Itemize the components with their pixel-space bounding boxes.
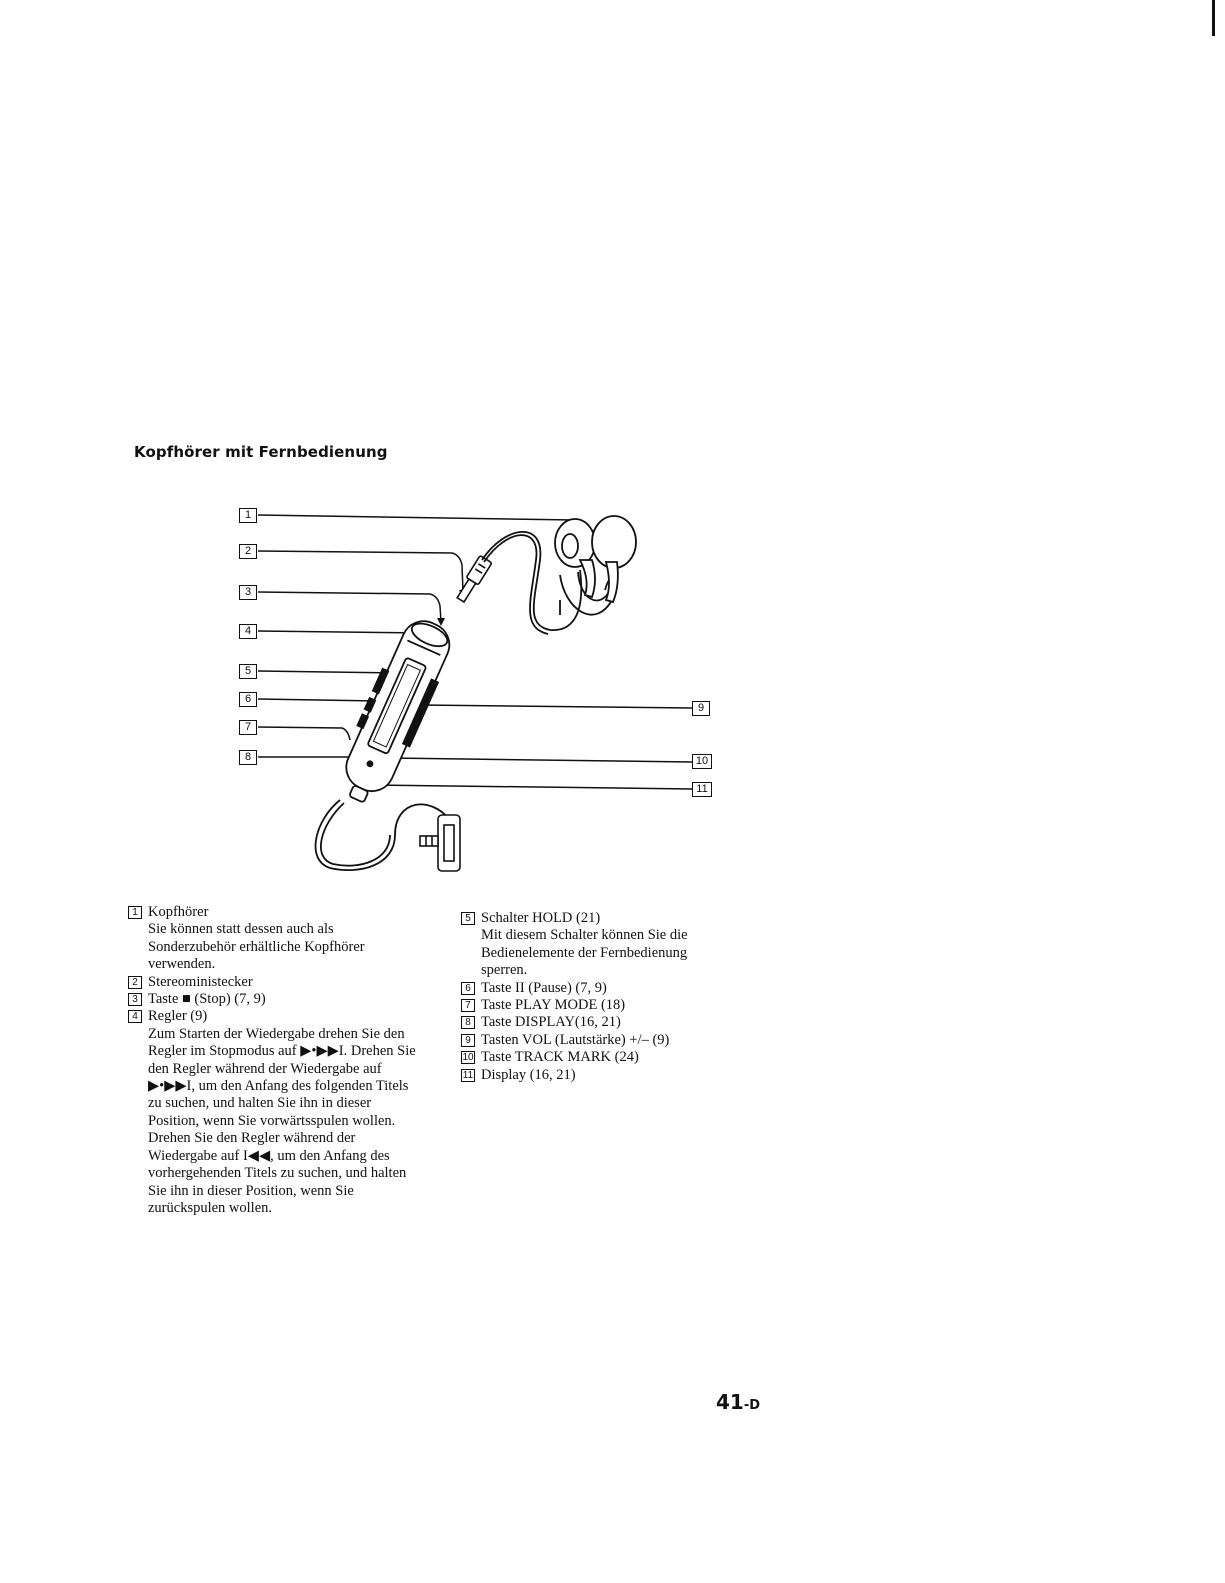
item-label: Tasten VOL (Lautstärke) +/– (9): [481, 1031, 670, 1048]
list-item: [461, 980, 731, 997]
list-item: [461, 910, 731, 980]
item-label: Taste ■ (Stop) (7, 9): [148, 991, 266, 1008]
callout-8: 8: [239, 750, 257, 765]
list-item: [461, 1032, 731, 1049]
callout-4: 4: [239, 624, 257, 639]
callout-5: 5: [239, 664, 257, 679]
leader-line-11: [375, 785, 692, 789]
remote-control-body: [330, 612, 459, 810]
callout-3: 3: [239, 585, 257, 600]
item-number: 9: [461, 1034, 475, 1047]
item-label: Taste II (Pause) (7, 9): [481, 979, 607, 996]
leader-line-9: [420, 705, 692, 708]
description-column-left: [128, 904, 418, 1217]
list-item: [128, 1008, 418, 1217]
item-number: 4: [128, 1010, 142, 1023]
callout-9: 9: [692, 701, 710, 716]
earbuds: [555, 516, 636, 602]
item-number: 11: [462, 1069, 474, 1081]
callout-7: 7: [239, 720, 257, 735]
list-item: [128, 904, 418, 974]
list-item: [461, 1049, 731, 1066]
leader-line-2: [258, 551, 463, 592]
page-number: [716, 1390, 760, 1414]
item-number: 2: [128, 976, 142, 989]
page-number-value: 41: [716, 1390, 744, 1414]
list-item: [461, 1067, 731, 1084]
leader-line-4: [258, 631, 428, 633]
item-label: Kopfhörer: [148, 904, 209, 920]
leader-line-5: [258, 671, 398, 673]
item-number: 6: [461, 982, 475, 995]
callout-10: 10: [692, 754, 712, 769]
item-description: Sie können statt dessen auch als Sonderzubehör erhältliche Kopfhörer verwenden.: [148, 921, 365, 973]
item-label: Display (16, 21): [481, 1066, 576, 1083]
section-title: Kopfhörer mit Fernbedienung: [134, 443, 388, 461]
item-label: Taste PLAY MODE (18): [481, 997, 626, 1014]
item-label: Regler (9): [148, 1008, 208, 1025]
item-number: 5: [461, 912, 475, 925]
leader-line-6: [258, 699, 378, 701]
item-number: 3: [128, 993, 142, 1006]
leader-line-10: [390, 758, 692, 762]
list-item: [461, 1014, 731, 1031]
item-label: Schalter HOLD (21): [481, 910, 601, 926]
callout-2: 2: [239, 544, 257, 559]
item-label: Taste TRACK MARK (24): [481, 1049, 639, 1066]
leader-line-7: [258, 727, 350, 740]
leader-line-1: [258, 515, 575, 520]
list-item: [128, 991, 418, 1008]
callout-11: 11: [692, 782, 712, 797]
item-number: 8: [461, 1016, 475, 1029]
item-label: Stereoministecker: [148, 973, 253, 990]
item-number: 1: [128, 906, 142, 919]
item-description: Zum Starten der Wiedergabe drehen Sie den Regler im Stopmodus auf ▶•▶▶I. Drehen Sie den Regler während der Wiedergabe auf ▶•▶▶I, um den Anfang des folgenden Titels zu suchen, und halten Sie ihn in dieser Position, wenn Sie vorwärtsspulen wollen. Drehen Sie den Regler während der Wiedergabe auf I◀◀, um den Anfang des vorhergehenden Titels zu suchen, und halten Sie ihn in dieser Position, wenn Sie zurückspulen wollen.: [148, 1025, 416, 1216]
item-number: 10: [462, 1052, 474, 1064]
remote-plug: [420, 815, 460, 871]
list-item: [128, 974, 418, 991]
leader-line-3: [258, 592, 441, 622]
remote-cable: [316, 800, 450, 870]
callout-6: 6: [239, 692, 257, 707]
item-number: 7: [461, 999, 475, 1012]
description-column-right: [461, 910, 731, 1084]
item-label: Taste DISPLAY(16, 21): [481, 1014, 621, 1031]
page-number-suffix: -D: [743, 1398, 761, 1413]
list-item: [461, 997, 731, 1014]
callout-1: 1: [239, 508, 257, 523]
item-description: Mit diesem Schalter können Sie die Bedienelemente der Fernbedienung sperren.: [481, 927, 688, 979]
